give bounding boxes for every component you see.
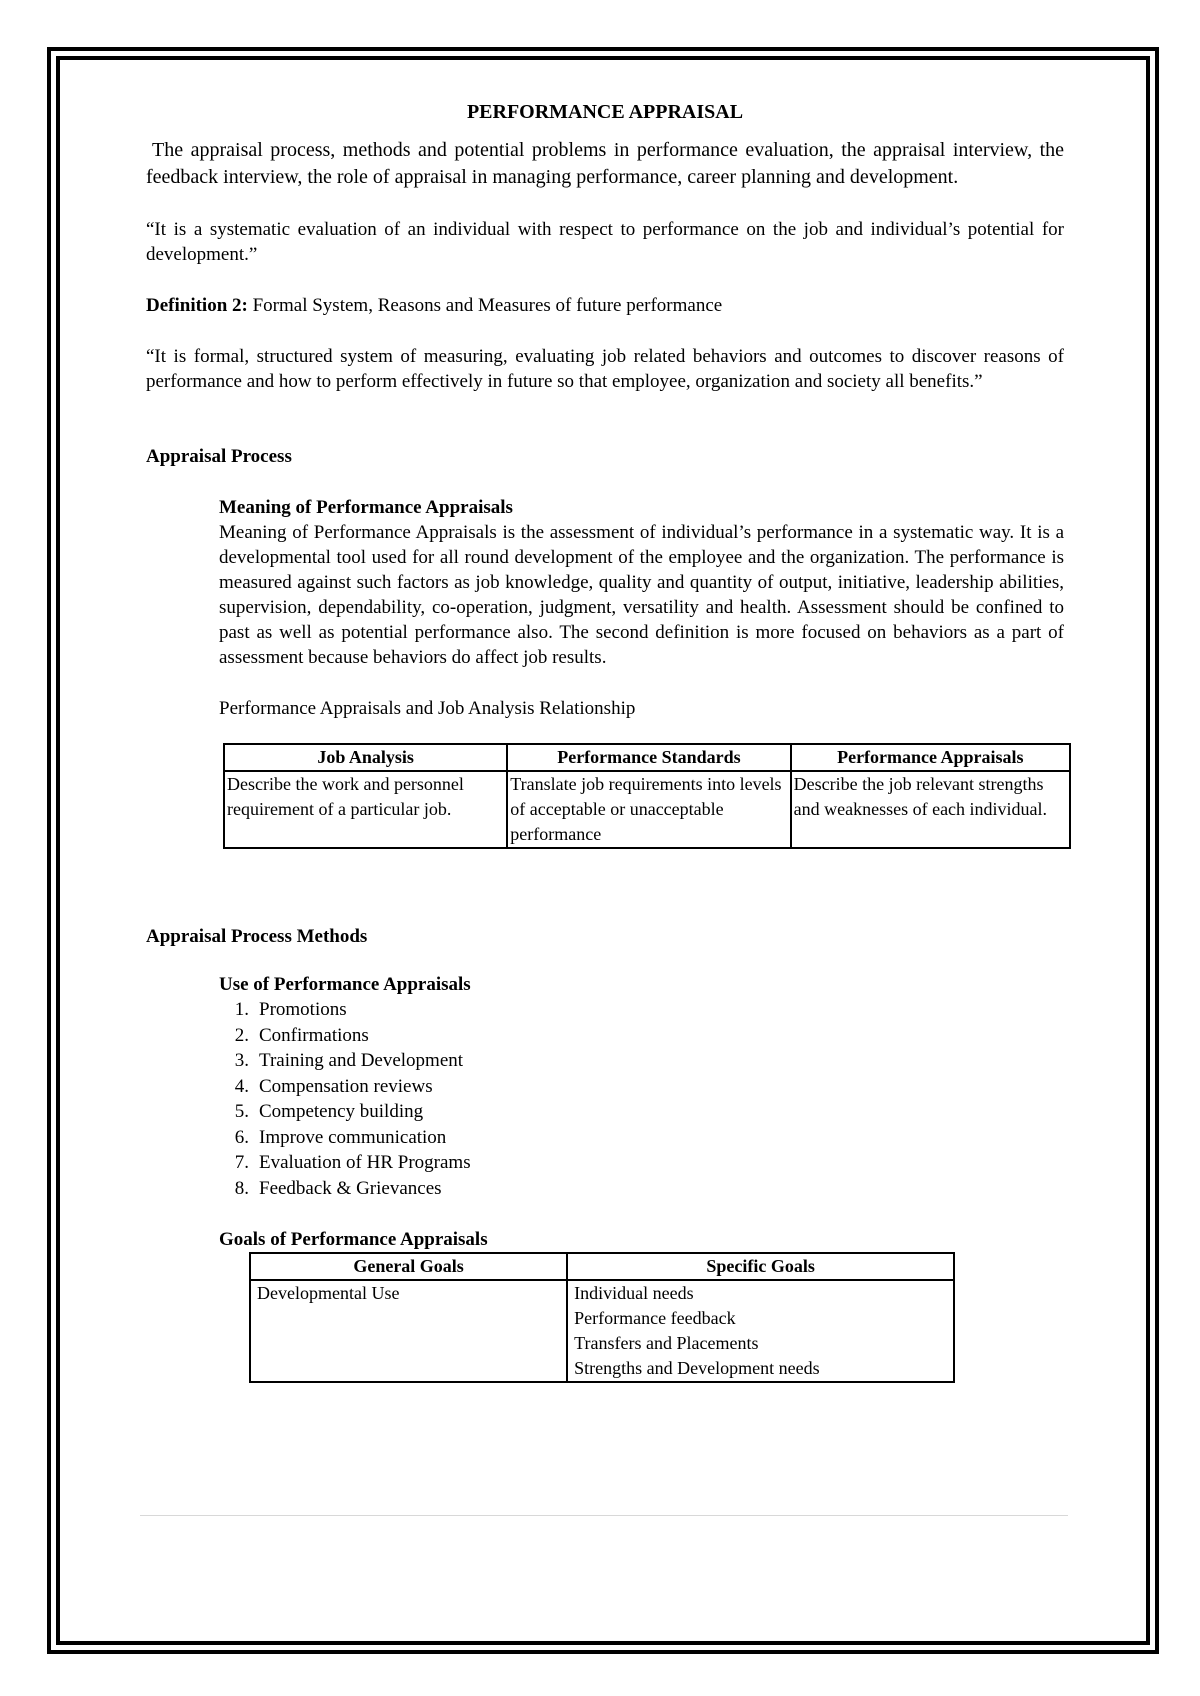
list-item: 2. Confirmations [234, 1024, 369, 1046]
uses-list [146, 997, 1064, 1201]
table-header: Performance Standards [507, 744, 790, 771]
definition-2-label: Definition 2: [146, 295, 248, 316]
table-cell: Describe the job relevant strengths and weaknesses of each individual. [791, 771, 1070, 848]
list-item: 3. Training and Development [234, 1050, 464, 1071]
meaning-paragraph: Meaning of Performance Appraisals is the assessment of individual’s performance in a systematic way. It is a developmental tool used for all round development of the employee and the organization. The performance is measured against such factors as job knowledge, quality and quantity of output, initiative, leadership abilities, supervision, dependability, co-operation, judgment, versatility and health. Assessment should be confined to past as well as potential performance also. The second definition is more focused on behaviors as a part of assessment because behaviors do affect job results. [219, 522, 1064, 668]
table-row [224, 771, 1070, 848]
goals-table [249, 1252, 955, 1383]
specific-goals-cell [567, 1280, 954, 1382]
list-item: 4. Compensation reviews [234, 1075, 433, 1097]
table-header: Specific Goals [567, 1253, 954, 1280]
relationship-caption: Performance Appraisals and Job Analysis Relationship [219, 698, 636, 719]
methods-heading: Appraisal Process Methods [146, 926, 368, 947]
appraisal-process-heading: Appraisal Process [146, 446, 292, 467]
specific-goal: Individual needs [574, 1283, 694, 1303]
page-title: PERFORMANCE APPRAISAL [466, 101, 744, 123]
specific-goal: Transfers and Placements [574, 1333, 759, 1353]
definition-1: “It is a systematic evaluation of an individual with respect to performance on the job and individual’s potential for development.” [146, 219, 1064, 265]
list-item: 1. Promotions [234, 999, 347, 1020]
goals-heading: Goals of Performance Appraisals [219, 1229, 488, 1250]
definition-2-text: Formal System, Reasons and Measures of future performance [247, 295, 723, 316]
table-header: General Goals [250, 1253, 567, 1280]
meaning-heading: Meaning of Performance Appraisals [219, 497, 513, 518]
intro-paragraph: The appraisal process, methods and potential problems in performance evaluation, the appraisal interview, the feedback interview, the role of appraisal in managing performance, career planning and development. [146, 139, 1064, 188]
page-divider [140, 1515, 1068, 1516]
specific-goal: Strengths and Development needs [574, 1358, 820, 1378]
specific-goal: Performance feedback [574, 1308, 736, 1328]
general-goal-cell: Developmental Use [250, 1280, 567, 1382]
list-item: 6. Improve communication [234, 1126, 447, 1148]
relationship-table [223, 743, 1071, 849]
list-item: 8. Feedback & Grievances [234, 1177, 442, 1199]
table-header: Job Analysis [224, 744, 507, 771]
uses-heading: Use of Performance Appraisals [219, 974, 471, 995]
table-cell: Translate job requirements into levels of acceptable or unacceptable performance [507, 771, 790, 848]
document-body [146, 100, 1064, 1383]
table-row [250, 1280, 954, 1382]
table-header: Performance Appraisals [791, 744, 1070, 771]
list-item: 5. Competency building [234, 1101, 424, 1122]
definition-2 [146, 293, 1064, 318]
list-item: 7. Evaluation of HR Programs [234, 1152, 471, 1173]
table-cell: Describe the work and personnel requirement of a particular job. [224, 771, 507, 848]
definition-2-quote: “It is formal, structured system of measuring, evaluating job related behaviors and outcomes to discover reasons of performance and how to perform effectively in future so that employee, organization and society all benefits.” [146, 346, 1064, 392]
